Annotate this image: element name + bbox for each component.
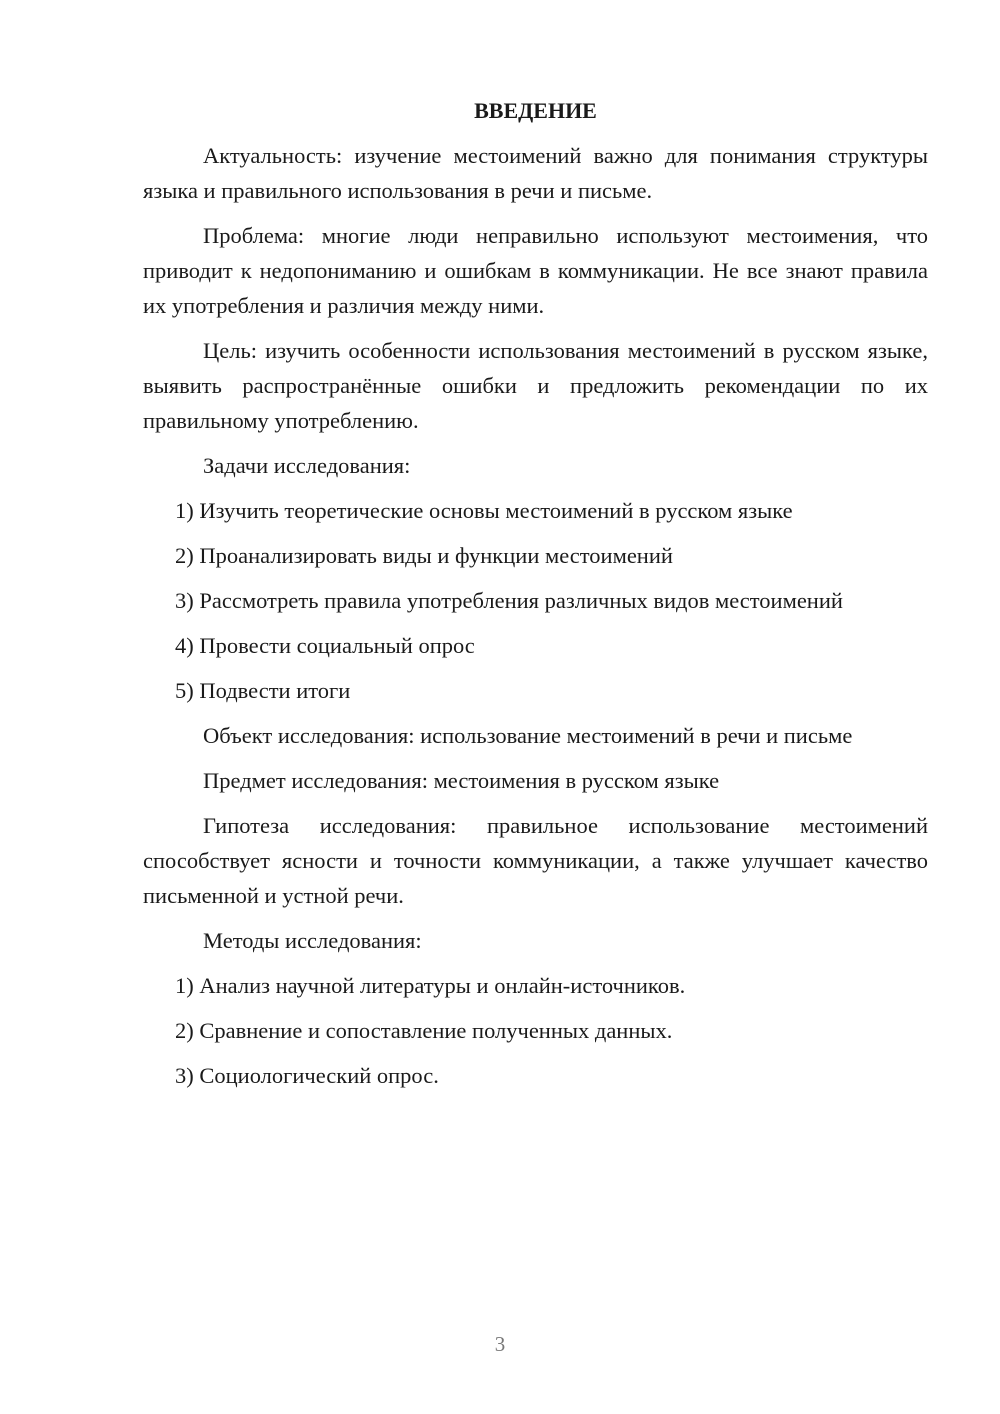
hypothesis-paragraph: Гипотеза исследования: правильное использование местоимений способствует ясности и точности коммуникации, а также улучшает качество письменной и устной речи.	[143, 813, 928, 908]
list-item: 1) Изучить теоретические основы местоимений в русском языке	[175, 498, 793, 523]
tasks-title: Задачи исследования:	[203, 453, 411, 478]
list-item: 4) Провести социальный опрос	[175, 633, 475, 658]
list-item: 3) Социологический опрос.	[175, 1063, 439, 1088]
goal-paragraph: Цель: изучить особенности использования местоимений в русском языке, выявить распространённые ошибки и предложить рекомендации по их правильному употреблению.	[143, 338, 928, 433]
list-item: 3) Рассмотреть правила употребления различных видов местоимений	[175, 588, 843, 613]
section-heading: ВВЕДЕНИЕ	[474, 98, 597, 123]
list-item: 2) Проанализировать виды и функции местоимений	[175, 543, 673, 568]
object-line: Объект исследования: использование местоимений в речи и письме	[203, 723, 853, 748]
list-item: 5) Подвести итоги	[175, 678, 351, 703]
relevance-paragraph: Актуальность: изучение местоимений важно для понимания структуры языка и правильного использования в речи и письме.	[143, 143, 928, 203]
tasks-list	[143, 493, 928, 708]
methods-list	[143, 968, 928, 1093]
list-item: 2) Сравнение и сопоставление полученных данных.	[175, 1018, 673, 1043]
problem-paragraph: Проблема: многие люди неправильно используют местоимения, что приводит к недопониманию и ошибкам в коммуникации. Не все знают правила их употребления и различия между ними.	[143, 223, 928, 318]
page-number: 3	[494, 1332, 506, 1356]
page-content	[143, 96, 928, 1103]
subject-line: Предмет исследования: местоимения в русском языке	[203, 768, 720, 793]
methods-title: Методы исследования:	[203, 928, 422, 953]
list-item: 1) Анализ научной литературы и онлайн-источников.	[175, 973, 686, 998]
